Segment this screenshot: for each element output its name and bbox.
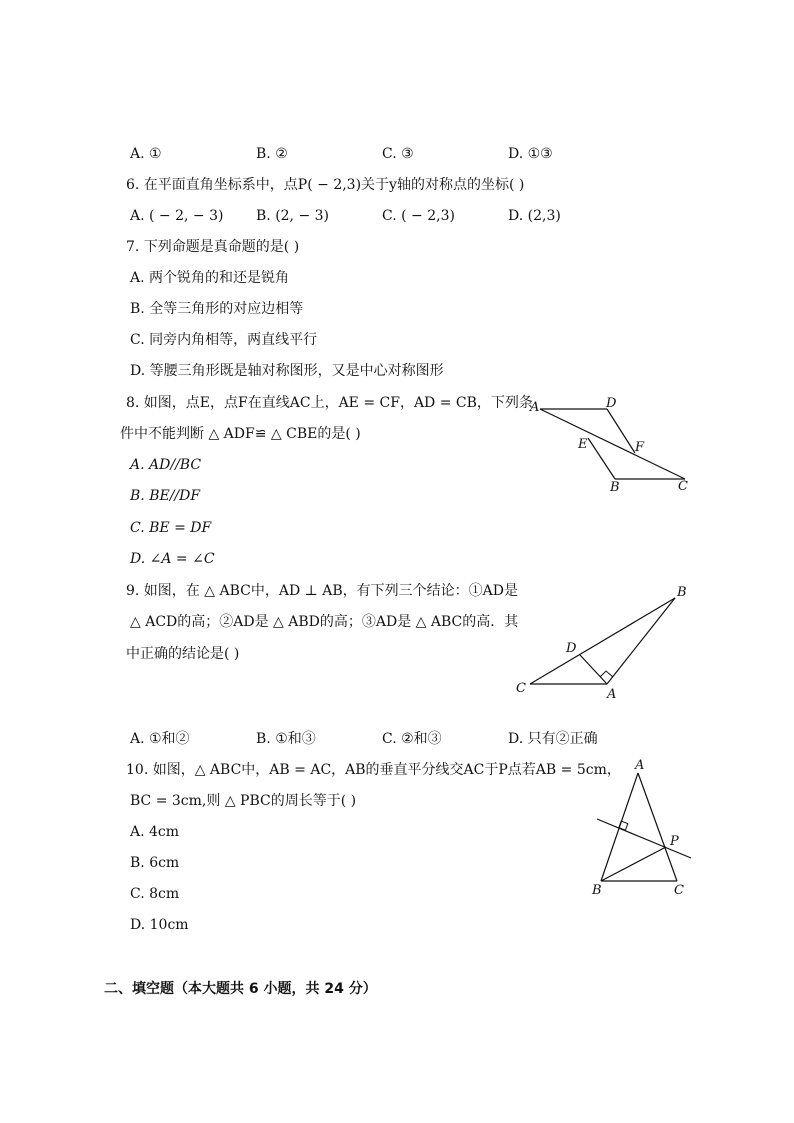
- q10-label-b: B: [592, 883, 602, 898]
- q8-label-f: F: [635, 440, 645, 455]
- q9-option-c: C. ②和③: [382, 731, 442, 747]
- q6-option-d: D. (2,3): [508, 208, 561, 224]
- q5-option-b: B. ②: [256, 146, 288, 162]
- q10-label-a: A: [635, 758, 645, 773]
- q6-option-b: B. (2, − 3): [256, 208, 330, 224]
- q6-option-a: A. ( − 2, − 3): [130, 208, 224, 224]
- q8-option-d: D. ∠A = ∠C: [130, 551, 215, 567]
- q8-label-a: A: [530, 400, 540, 415]
- q8-option-a: A. AD//BC: [130, 457, 202, 473]
- q9-option-d: D. 只有②正确: [508, 731, 598, 747]
- q7-option-d: D. 等腰三角形既是轴对称图形，又是中心对称图形: [130, 363, 444, 379]
- q8-label-e: E: [578, 437, 588, 452]
- q8-option-b: B. BE//DF: [130, 488, 201, 504]
- q9-figure: [510, 580, 700, 705]
- q9-stem-line2: △ ACD的高；②AD是 △ ABD的高；③AD是 △ ABC的高．其: [130, 614, 519, 630]
- q9-option-b: B. ①和③: [256, 731, 316, 747]
- q5-option-c: C. ③: [382, 146, 414, 162]
- q7-stem: 7. 下列命题是真命题的是( ): [126, 239, 300, 255]
- section-2-heading: 二、填空题（本大题共 6 小题，共 24 分）: [104, 981, 377, 997]
- q10-figure: [585, 755, 705, 900]
- q8-figure: [520, 390, 700, 500]
- q9-stem-line3: 中正确的结论是( ): [126, 646, 240, 662]
- q8-stem-line1: 8. 如图，点E，点F在直线AC上，AE = CF，AD = CB，下列条: [126, 395, 533, 411]
- q9-edge-cb: [530, 598, 675, 684]
- q9-label-b: B: [677, 585, 687, 600]
- q9-edge-da: [580, 655, 607, 684]
- q9-option-a: A. ①和②: [130, 731, 190, 747]
- q9-label-d: D: [566, 641, 577, 656]
- q6-stem: 6. 在平面直角坐标系中，点P( − 2,3)关于y轴的对称点的坐标( ): [126, 177, 525, 193]
- q8-edge-eb: [588, 438, 615, 479]
- q9-stem-line1: 9. 如图，在 △ ABC中，AD ⊥ AB，有下列三个结论：①AD是: [126, 583, 518, 599]
- q8-stem-line2: 件中不能判断 △ ADF≌ △ CBE的是( ): [120, 426, 361, 442]
- q10-option-c: C. 8cm: [130, 886, 180, 902]
- q7-option-c: C. 同旁内角相等，两直线平行: [130, 332, 318, 348]
- q10-edge-ac: [638, 773, 677, 881]
- q9-label-a: A: [607, 687, 617, 702]
- q7-option-b: B. 全等三角形的对应边相等: [130, 301, 304, 317]
- q10-option-d: D. 10cm: [130, 917, 189, 933]
- q5-option-a: A. ①: [130, 146, 162, 162]
- q10-label-c: C: [674, 883, 684, 898]
- q8-label-c: C: [678, 479, 688, 494]
- q8-label-b: B: [610, 480, 620, 495]
- q10-stem-line1: 10. 如图，△ ABC中，AB = AC，AB的垂直平分线交AC于P点若AB = 5cm，: [126, 762, 621, 778]
- q8-edge-df: [607, 409, 635, 453]
- q5-option-d: D. ①③: [508, 146, 553, 162]
- q9-right-angle-mark: [600, 671, 613, 677]
- q6-option-c: C. ( − 2,3): [382, 208, 455, 224]
- q8-option-c: C. BE = DF: [130, 520, 212, 536]
- q9-label-c: C: [516, 681, 526, 696]
- q10-stem-line2: BC = 3cm,则 △ PBC的周长等于( ): [130, 793, 357, 809]
- q10-option-a: A. 4cm: [130, 824, 180, 840]
- q7-option-a: A. 两个锐角的和还是锐角: [130, 270, 290, 286]
- q10-option-b: B. 6cm: [130, 855, 180, 871]
- q8-edge-ac: [540, 409, 685, 479]
- q9-edge-ab: [607, 598, 675, 684]
- q10-label-p: P: [670, 834, 679, 849]
- q8-label-d: D: [606, 396, 617, 411]
